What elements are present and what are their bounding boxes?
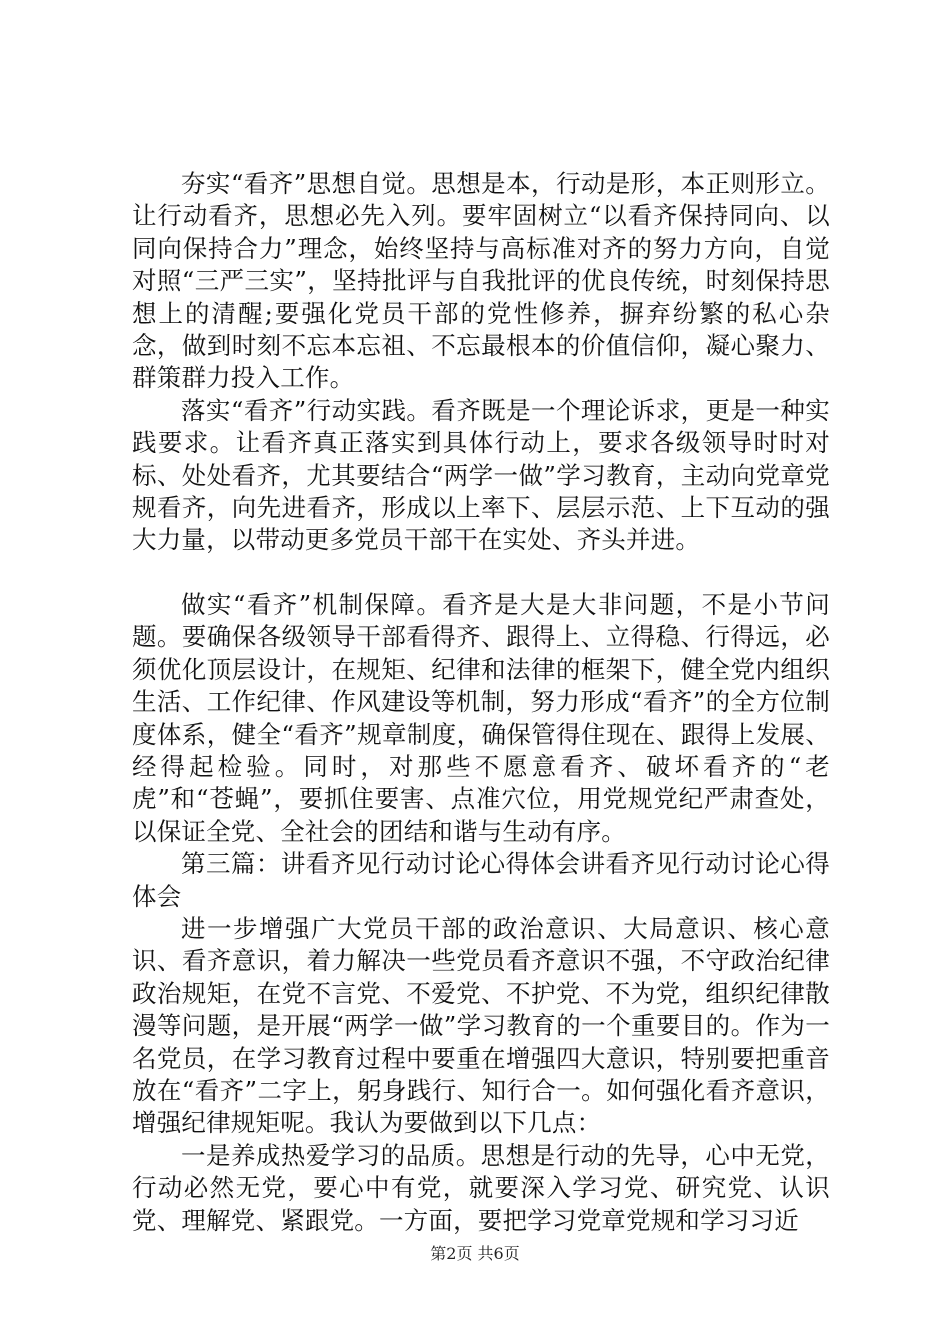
paragraph-point-one: 一是养成热爱学习的品质。思想是行动的先导，心中无党，行动必然无党，要心中有党，就要深入学习党、研究党、认识党、理解党、紧跟党。一方面，要把学习党章党规和学习习近 — [132, 1140, 830, 1235]
document-body — [132, 168, 830, 1237]
paragraph-mechanism-guarantee: 做实“看齐”机制保障。看齐是大是大非问题，不是小节问题。要确保各级领导干部看得齐、跟得上、立得稳、行得远，必须优化顶层设计，在规矩、纪律和法律的框架下，健全党内组织生活、工作纪律、作风建设等机制，努力形成“看齐”的全方位制度体系，健全“看齐”规章制度，确保管得住现在、跟得上发展、经得起检验。同时，对那些不愿意看齐、破坏看齐的“老虎”和“苍蝇”，要抓住要害、点准穴位，用党规党纪严肃查处，以保证全党、全社会的团结和谐与生动有序。 — [132, 589, 830, 846]
paragraph-action-practice: 落实“看齐”行动实践。看齐既是一个理论诉求，更是一种实践要求。让看齐真正落实到具体行动上，要求各级领导时时对标、处处看齐，尤其要结合“两学一做”学习教育，主动向党章党规看齐，向先进看齐，形成以上率下、层层示范、上下互动的强大力量，以带动更多党员干部干在实处、齐头并进。 — [132, 395, 830, 555]
section-heading: 第三篇：讲看齐见行动讨论心得体会讲看齐见行动讨论心得体会 — [132, 849, 830, 911]
paragraph-thought-consciousness: 夯实“看齐”思想自觉。思想是本，行动是形，本正则形立。让行动看齐，思想必先入列。要牢固树立“以看齐保持同向、以同向保持合力”理念，始终坚持与高标准对齐的努力方向，自觉对照“三严三实”，坚持批评与自我批评的优良传统，时刻保持思想上的清醒;要强化党员干部的党性修养，摒弃纷繁的私心杂念，做到时刻不忘本忘祖、不忘最根本的价值信仰，凝心聚力、群策群力投入工作。 — [132, 169, 830, 393]
page-footer: 第2页 共6页 — [430, 1244, 520, 1263]
paragraph-intro: 进一步增强广大党员干部的政治意识、大局意识、核心意识、看齐意识，着力解决一些党员看齐意识不强，不守政治纪律政治规矩，在党不言党、不爱党、不护党、不为党，组织纪律散漫等问题，是开展“两学一做”学习教育的一个重要目的。作为一名党员，在学习教育过程中要重在增强四大意识，特别要把重音放在“看齐”二字上，躬身践行、知行合一。如何强化看齐意识，增强纪律规矩呢。我认为要做到以下几点： — [132, 913, 830, 1138]
